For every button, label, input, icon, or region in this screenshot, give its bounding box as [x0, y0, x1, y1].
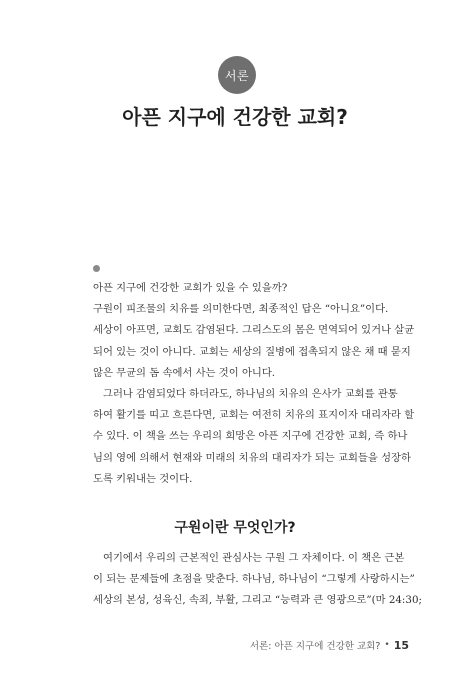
text-line: 도록 키워내는 것이다.: [93, 472, 193, 485]
page-footer: [250, 638, 409, 652]
text-line: 그러나 감염되었다 하더라도, 하나님의 치유의 은사가 교회를 관통: [103, 388, 398, 401]
text-line: 여기에서 우리의 근본적인 관심사는 구원 그 자체이다. 이 책은 근본: [103, 552, 405, 564]
text-line: 수 있다. 이 책을 쓰는 우리의 희망은 아픈 지구에 건강한 교회, 즉 하나: [93, 430, 408, 443]
page-number: 15: [393, 638, 409, 652]
text-line: 구원이 피조물의 치유를 의미한다면, 최종적인 답은 “아니요”이다.: [93, 303, 389, 316]
text-line: 세상의 본성, 성육신, 속죄, 부활, 그리고 “능력과 큰 영광으로”(마 24:30;: [93, 594, 422, 607]
section-paragraph: [93, 548, 422, 612]
text-line: 아픈 지구에 건강한 교회가 있을 수 있을까?: [93, 282, 288, 294]
text-line: 이 되는 문제들에 초점을 맞춘다. 하나님, 하나님이 “그렇게 사랑하시는”: [93, 573, 415, 586]
text-line: 세상이 아프면, 교회도 감염된다. 그리스도의 몸은 면역되어 있거나 살균: [93, 324, 415, 337]
footer-separator: •: [384, 640, 390, 650]
chapter-badge-label: 서론: [224, 68, 250, 83]
bullet-icon: [93, 265, 100, 272]
section-heading: 구원이란 무엇인가?: [174, 520, 296, 536]
text-line: 하여 활기를 띠고 흐른다면, 교회는 여전히 치유의 표지이자 대리자라 할: [93, 409, 415, 422]
intro-paragraphs: [93, 278, 415, 490]
running-head: 서론: 아픈 지구에 건강한 교회?: [249, 641, 381, 652]
text-line: 되어 있는 것이 아니다. 교회는 세상의 질병에 접촉되지 않은 채 때 묻지: [93, 345, 411, 358]
chapter-title: 아픈 지구에 건강한 교회?: [122, 105, 348, 129]
text-line: 님의 영에 의해서 현재와 미래의 치유의 대리자가 되는 교회들을 성장하: [93, 451, 411, 464]
chapter-badge: [218, 56, 256, 94]
text-line: 않은 무균의 돔 속에서 사는 것이 아니다.: [93, 366, 276, 379]
